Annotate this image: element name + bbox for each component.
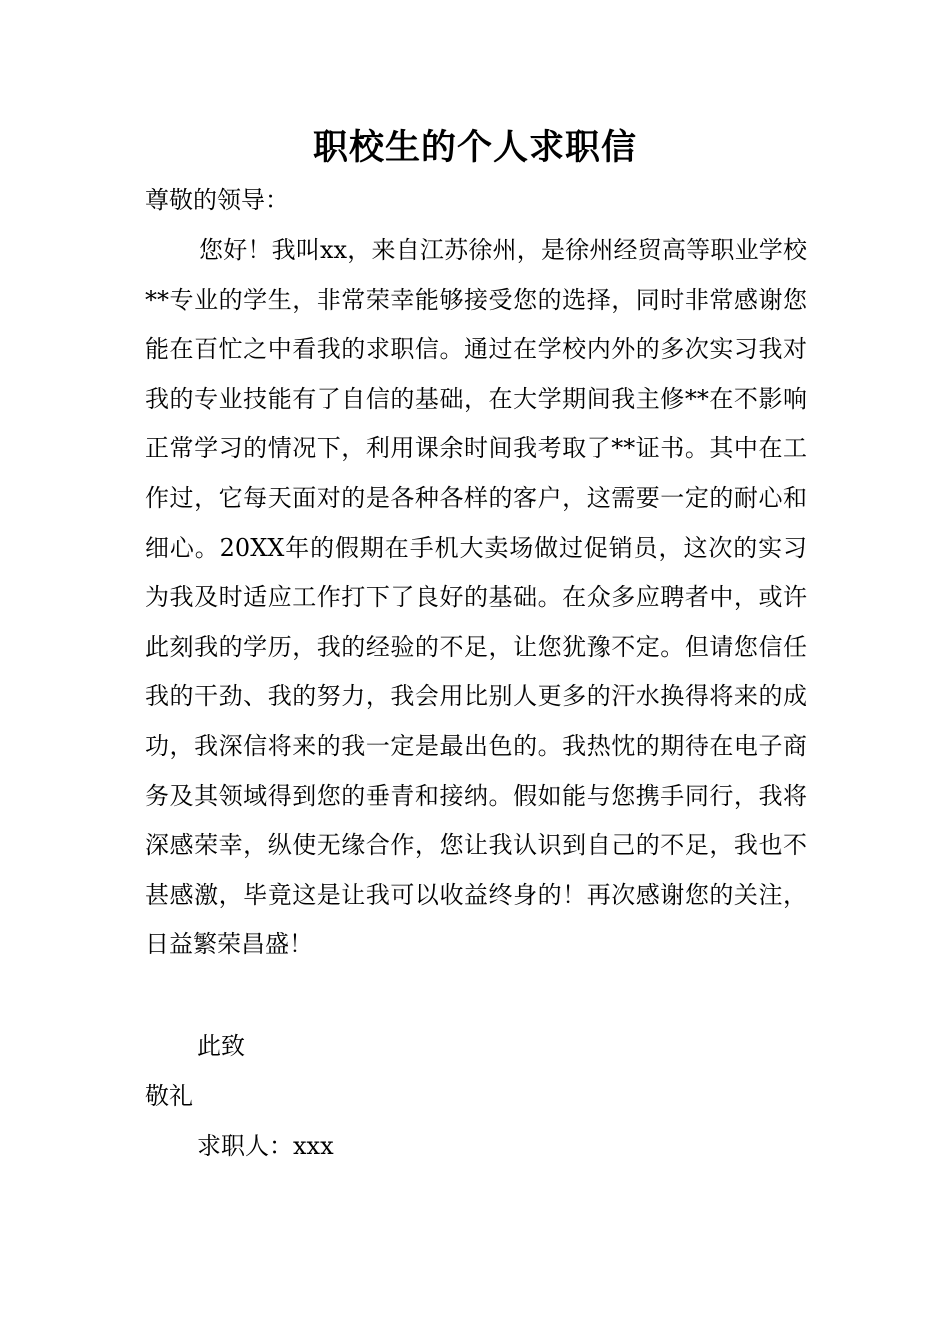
- salutation: 尊敬的领导：: [145, 186, 289, 214]
- signature: 求职人：xxx: [197, 1132, 334, 1160]
- closing-line-2: 敬礼: [145, 1082, 193, 1110]
- closing-line-1: 此致: [197, 1032, 245, 1060]
- letter-body: 您好！我叫xx，来自江苏徐州，是徐州经贸高等职业学校**专业的学生，非常荣幸能够接受您的选择，同时非常感谢您能在百忙之中看我的求职信。通过在学校内外的多次实习我对我的专业技能有了自信的基础，在大学期间我主修**在不影响正常学习的情况下，利用课余时间我考取了**证书。其中在工作过，它每天面对的是各种各样的客户，这需要一定的耐心和细心。20XX年的假期在手机大卖场做过促销员，这次的实习为我及时适应工作打下了良好的基础。在众多应聘者中，或许此刻我的学历，我的经验的不足，让您犹豫不定。但请您信任我的干劲、我的努力，我会用比别人更多的汗水换得将来的成功，我深信将来的我一定是最出色的。我热忱的期待在电子商务及其领域得到您的垂青和接纳。假如能与您携手同行，我将深感荣幸，纵使无缘合作，您让我认识到自己的不足，我也不甚感激，毕竟这是让我可以收益终身的！再次感谢您的关注，日益繁荣昌盛！: [145, 236, 807, 959]
- document-title: 职校生的个人求职信: [312, 128, 637, 168]
